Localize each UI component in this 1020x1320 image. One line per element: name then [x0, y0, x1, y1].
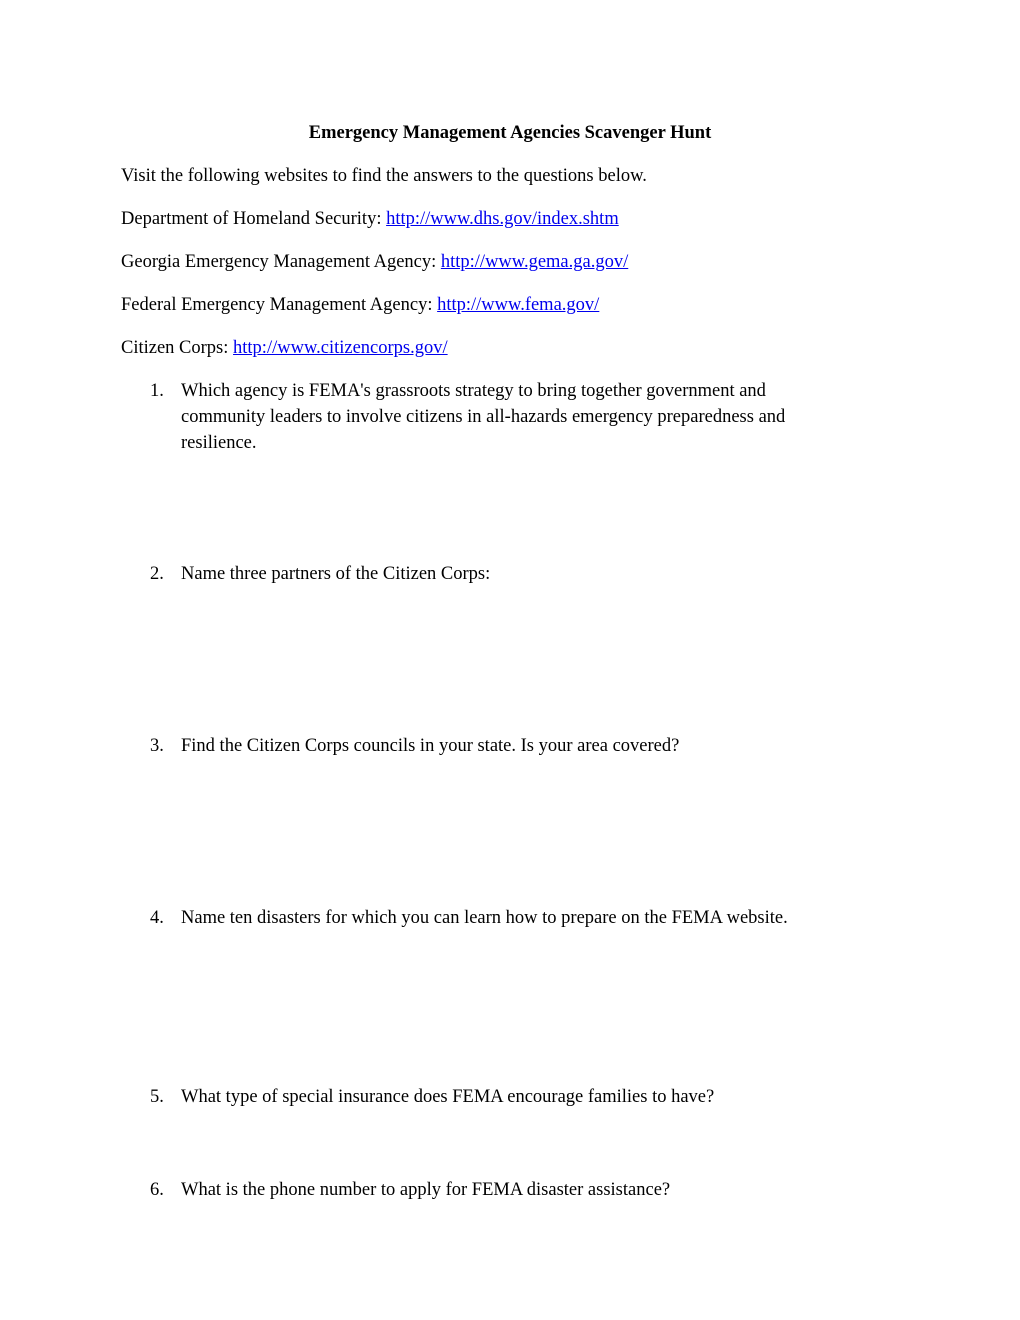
site-citizen-corps-link[interactable]: http://www.citizencorps.gov/ — [233, 338, 448, 358]
question-text: Find the Citizen Corps councils in your state. Is your area covered? — [181, 736, 680, 756]
question-number: 5. — [150, 1087, 164, 1107]
site-gema-label: Georgia Emergency Management Agency: — [121, 252, 441, 272]
site-gema — [121, 250, 628, 274]
question-number: 6. — [150, 1180, 164, 1200]
question-text: Which agency is FEMA's grassroots strategy to bring together government and community leaders to involve citizens in all-hazards emergency preparedness and resilience. — [181, 381, 786, 453]
intro-text: Visit the following websites to find the answers to the questions below. — [121, 166, 647, 186]
site-gema-link[interactable]: http://www.gema.ga.gov/ — [440, 252, 629, 272]
question-text: Name three partners of the Citizen Corps: — [181, 564, 491, 584]
question-number: 1. — [150, 381, 164, 401]
site-fema — [121, 293, 599, 317]
question-text: Name ten disasters for which you can learn how to prepare on the FEMA website. — [181, 908, 788, 928]
question-text: What type of special insurance does FEMA encourage families to have? — [181, 1087, 715, 1107]
site-fema-label: Federal Emergency Management Agency: — [121, 295, 438, 315]
question-number: 4. — [150, 908, 164, 928]
document-title: Emergency Management Agencies Scavenger Hunt — [308, 123, 712, 143]
question-number: 2. — [150, 564, 164, 584]
site-citizen-corps — [121, 336, 448, 360]
question-number: 3. — [150, 736, 164, 756]
site-dhs-label: Department of Homeland Security: — [121, 209, 387, 229]
site-fema-link[interactable]: http://www.fema.gov/ — [437, 295, 600, 315]
site-dhs — [121, 207, 619, 231]
site-dhs-link[interactable]: http://www.dhs.gov/index.shtm — [386, 209, 619, 229]
site-citizen-corps-label: Citizen Corps: — [121, 338, 234, 358]
question-text: What is the phone number to apply for FEMA disaster assistance? — [181, 1180, 671, 1200]
